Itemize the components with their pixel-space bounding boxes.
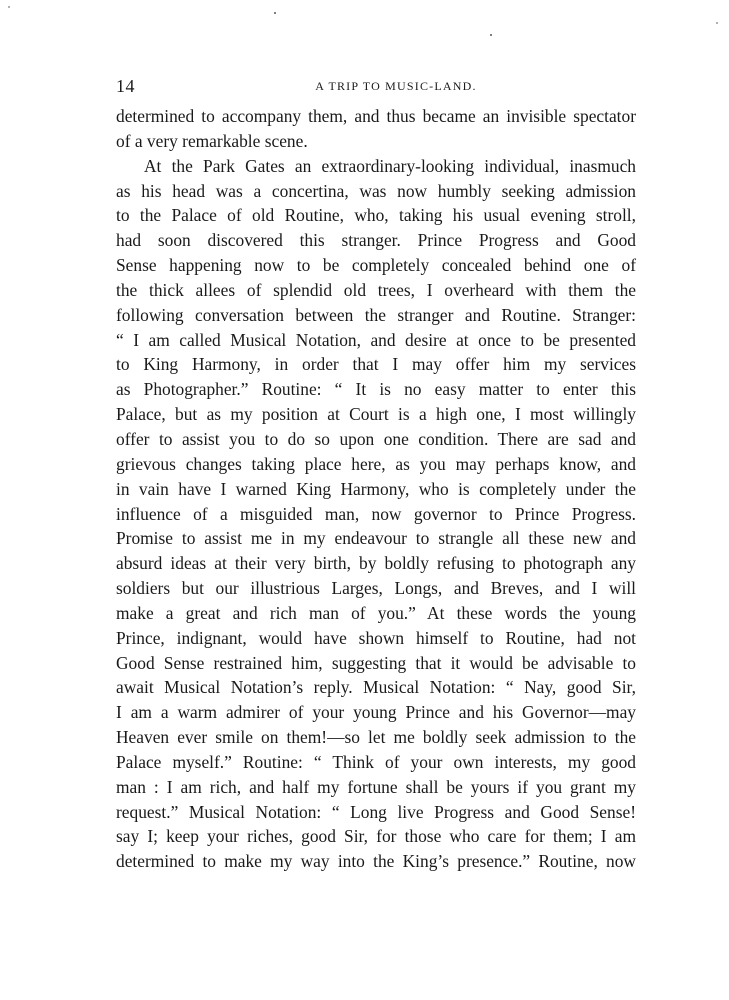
text-line: Heaven ever smile on them!—so let me boldly seek admission to the	[116, 727, 636, 748]
text-line: following conversation between the stranger and Routine. Stranger:	[116, 304, 636, 325]
text-line: as Photographer.” Routine: “ It is no easy matter to enter this	[116, 379, 636, 400]
text-line: “ I am called Musical Notation, and desire at once to be presented	[116, 329, 636, 350]
text-line: man : I am rich, and half my fortune shall be yours if you grant my	[116, 776, 636, 797]
running-header	[116, 76, 636, 100]
text-line: Prince, indignant, would have shown himself to Routine, had not	[116, 627, 636, 648]
text-line: say I; keep your riches, good Sir, for those who care for them; I am	[116, 826, 636, 847]
text-line: of a very remarkable scene.	[116, 130, 308, 151]
text-line: I am a warm admirer of your young Prince and his Governor—may	[116, 702, 636, 723]
text-line: offer to assist you to do so upon one condition. There are sad and	[116, 428, 636, 449]
text-line: Palace, but as my position at Court is a high one, I most willingly	[116, 404, 636, 425]
text-line: grievous changes taking place here, as you may perhaps know, and	[116, 453, 636, 474]
text-line: At the Park Gates an extraordinary-looking individual, inasmuch	[144, 155, 636, 176]
text-line: to the Palace of old Routine, who, taking his usual evening stroll,	[116, 205, 636, 226]
text-line: the thick allees of splendid old trees, I overheard with them the	[116, 279, 636, 300]
text-line: absurd ideas at their very birth, by boldly refusing to photograph any	[116, 553, 636, 574]
text-line: had soon discovered this stranger. Prince Progress and Good	[116, 230, 636, 251]
scan-speck	[8, 6, 10, 8]
text-line: Sense happening now to be completely concealed behind one of	[116, 255, 636, 276]
text-line: make a great and rich man of you.” At these words the young	[116, 602, 636, 623]
text-line: determined to accompany them, and thus became an invisible spectator	[116, 106, 636, 126]
text-line: determined to make my way into the King’s presence.” Routine, now	[116, 851, 636, 872]
text-line: Palace myself.” Routine: “ Think of your own interests, my good	[116, 751, 636, 772]
running-title: A TRIP TO MUSIC-LAND.	[315, 79, 477, 93]
scan-speck	[274, 12, 276, 14]
text-line: soldiers but our illustrious Larges, Longs, and Breves, and I will	[116, 578, 636, 599]
scan-speck	[490, 34, 492, 36]
text-line: to King Harmony, in order that I may offer him my services	[116, 354, 636, 375]
body-text	[116, 104, 636, 874]
text-line: Promise to assist me in my endeavour to strangle all these new and	[116, 528, 636, 549]
page-number: 14	[116, 76, 135, 96]
text-line: in vain have I warned King Harmony, who is completely under the	[116, 478, 636, 499]
text-line: Good Sense restrained him, suggesting that it would be advisable to	[116, 652, 636, 673]
text-line: as his head was a concertina, was now humbly seeking admission	[116, 180, 636, 201]
text-line: await Musical Notation’s reply. Musical Notation: “ Nay, good Sir,	[116, 677, 636, 698]
scan-speck	[716, 22, 718, 24]
text-line: influence of a misguided man, now governor to Prince Progress.	[116, 503, 636, 524]
text-line: request.” Musical Notation: “ Long live Progress and Good Sense!	[116, 801, 636, 822]
